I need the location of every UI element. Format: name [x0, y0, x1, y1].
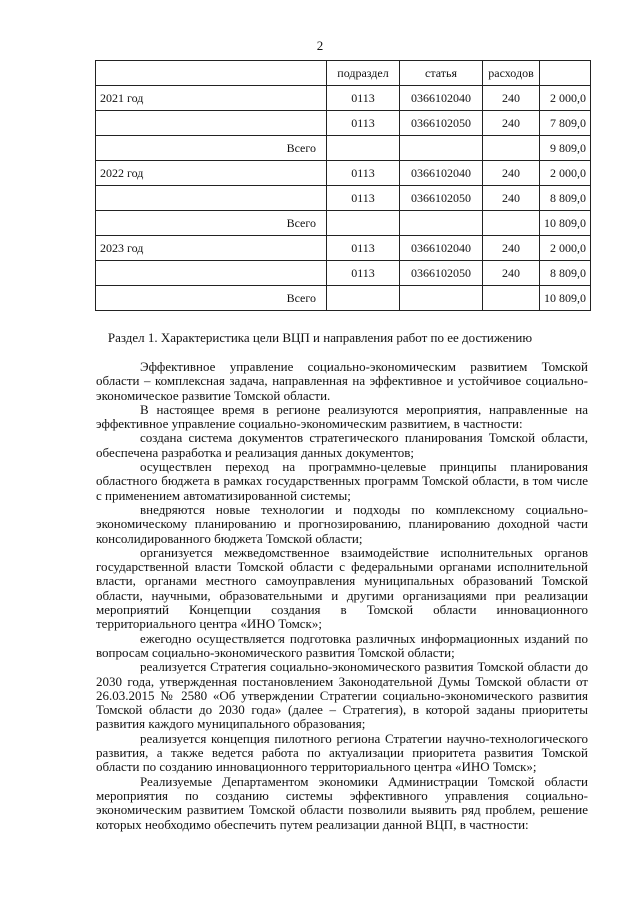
paragraph: реализуется концепция пилотного региона Стратегии научно-технологического развития, а также ведется работа по актуализации приоритета развития Томской области по созданию инновационного территориального центра «ИНО Томск»;: [96, 730, 588, 775]
row-label: [96, 186, 327, 211]
row-expense: [483, 136, 540, 161]
row-expense: 240: [483, 111, 540, 136]
table-row: [96, 111, 591, 136]
row-amount: 2 000,0: [540, 86, 591, 111]
table-row: [96, 186, 591, 211]
row-subsection: [327, 136, 400, 161]
paragraph: осуществлен переход на программно-целевые принципы планирования областного бюджета в рамках государственных программ Томской области, в том числе с применением автоматизированной системы;: [96, 459, 588, 503]
paragraph: организуется межведомственное взаимодействие исполнительных органов государственной власти Томской области с федеральными органами исполнительной власти, органами местного самоуправления муниципальных образований Томской области, научными, образовательными и другими организациями при реализации мероприятий Концепции создания в Томской области инновационного территориального центра «ИНО Томск»;: [96, 544, 588, 632]
row-label: 2023 год: [96, 236, 327, 261]
paragraph: Реализуемые Департаментом экономики Администрации Томской области мероприятия по созданию системы эффективного управления социально-экономическим развитием Томской области позволили выявить ряд проблем, решение которых необходимо обеспечить путем реализации данной ВЦП, в частности:: [96, 773, 588, 832]
table-total-row: [96, 211, 591, 236]
page-number: 2: [316, 38, 324, 53]
row-subsection: [327, 286, 400, 311]
paragraph: ежегодно осуществляется подготовка различных информационных изданий по вопросам социально-экономического развития Томской области;: [96, 630, 588, 660]
row-label-total: Всего: [96, 136, 327, 161]
row-expense: 240: [483, 161, 540, 186]
table-row: [96, 261, 591, 286]
row-expense: [483, 211, 540, 236]
row-amount: 2 000,0: [540, 236, 591, 261]
header-cell-article: статья: [400, 61, 483, 86]
row-label: 2022 год: [96, 161, 327, 186]
row-amount: 8 809,0: [540, 261, 591, 286]
row-amount: 2 000,0: [540, 161, 591, 186]
table-row: [96, 86, 591, 111]
row-article: 0366102040: [400, 236, 483, 261]
table-header-row: [96, 61, 591, 86]
row-article: 0366102040: [400, 86, 483, 111]
row-amount-total: 10 809,0: [540, 286, 591, 311]
row-expense: 240: [483, 186, 540, 211]
row-label: [96, 261, 327, 286]
row-article: [400, 286, 483, 311]
row-expense: 240: [483, 261, 540, 286]
row-article: [400, 136, 483, 161]
row-article: 0366102050: [400, 111, 483, 136]
row-amount: 8 809,0: [540, 186, 591, 211]
row-expense: [483, 286, 540, 311]
row-subsection: [327, 211, 400, 236]
row-subsection: 0113: [327, 186, 400, 211]
row-amount-total: 10 809,0: [540, 211, 591, 236]
header-cell-subsection: подраздел: [327, 61, 400, 86]
table-row: [96, 236, 591, 261]
row-article: [400, 211, 483, 236]
row-subsection: 0113: [327, 236, 400, 261]
header-cell-expense: расходов: [483, 61, 540, 86]
row-subsection: 0113: [327, 111, 400, 136]
row-subsection: 0113: [327, 86, 400, 111]
budget-table: [95, 60, 591, 311]
row-label: 2021 год: [96, 86, 327, 111]
paragraph: Эффективное управление социально-экономическим развитием Томской области – комплексная задача, направленная на эффективное и устойчивое социально-экономическое развитие Томской области.: [96, 359, 588, 403]
table-row: [96, 161, 591, 186]
paragraph: реализуется Стратегия социально-экономического развития Томской области до 2030 года, утвержденная постановлением Законодательной Думы Томской области от 26.03.2015 № 2580 «Об утверждении Стратегии социально-экономического развития Томской области до 2030 года» (далее – Стратегия), в которой заданы приоритеты развития каждого муниципального образования;: [96, 659, 588, 732]
row-subsection: 0113: [327, 261, 400, 286]
header-cell-empty: [96, 61, 327, 86]
row-expense: 240: [483, 236, 540, 261]
table-total-row: [96, 286, 591, 311]
row-label-total: Всего: [96, 211, 327, 236]
row-article: 0366102050: [400, 261, 483, 286]
section-body: [96, 360, 588, 832]
table-total-row: [96, 136, 591, 161]
header-cell-amount: [540, 61, 591, 86]
row-amount-total: 9 809,0: [540, 136, 591, 161]
row-label: [96, 111, 327, 136]
row-subsection: 0113: [327, 161, 400, 186]
paragraph: В настоящее время в регионе реализуются мероприятия, направленные на эффективное управление социально-экономическим развитием, в частности:: [96, 401, 588, 432]
row-article: 0366102050: [400, 186, 483, 211]
row-amount: 7 809,0: [540, 111, 591, 136]
section-title: Раздел 1. Характеристика цели ВЦП и направления работ по ее достижению: [107, 330, 533, 345]
row-article: 0366102040: [400, 161, 483, 186]
row-label-total: Всего: [96, 286, 327, 311]
row-expense: 240: [483, 86, 540, 111]
paragraph: создана система документов стратегического планирования Томской области, обеспечена разработка и реализация данных документов;: [96, 430, 588, 460]
paragraph: внедряются новые технологии и подходы по комплексному социально-экономическому планированию и прогнозированию, планированию доходной части консолидированного бюджета Томской области;: [96, 501, 588, 546]
